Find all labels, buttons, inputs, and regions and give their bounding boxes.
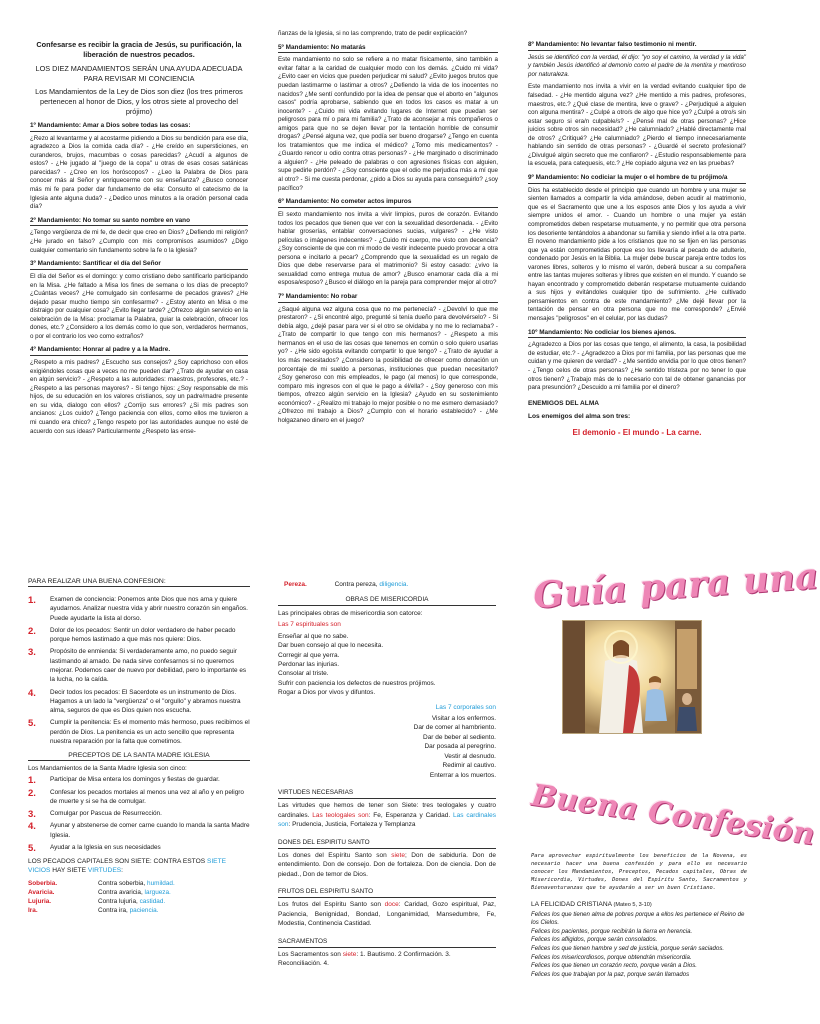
capital-sin: Ira. [28,907,38,915]
capital-sin: Lujuria. [28,898,52,906]
virtues-theol: : Fe, Esperanza y Caridad. [368,811,451,819]
virtues-card-label: Las cardinales son [278,811,496,829]
precept-text: Confesar los pecados mortales al menos una vez al año y en peligro de muerte y si se ha de comulgar. [50,788,244,805]
corporal-work: Dar posada al peregrino. [424,743,496,751]
precept-item [28,809,250,821]
beatitudes-title: LA FELICIDAD CRISTIANA [531,900,612,908]
capital-sins-title: LOS PECADOS CAPITALES SON SIETE: CONTRA ESTOS SIETE VICIOS HAY SIETE VIRTUDES: [28,858,227,875]
sacraments-count: siete [342,950,357,958]
pereza-virtue: diligencia. [379,581,409,588]
confession-step-item [28,626,250,645]
commandment-5-title: 5º Mandamiento: No matarás [278,44,498,54]
commandment-6-title: 6º Mandamiento: No cometer actos impuros [278,198,498,208]
commandment-8-text-b: Este mandamiento nos invita a vivir en la verdad evitando cualquier tipo de falsedad. - ¿He mentido alguna vez? ¿He mentido a mis padres, profesores, maestros, etc.? ¿Qué clase de mentira, leve o grave? - ¿Perjudiqué a alguien con alguna mentira? - ¿Culpé a otro/s de algo que hice yo? ¿Culpé a otro/s sin estar seguro si era/n culpable/s? - ¿Pensé mal de otras personas? ¿Hice juicios sobre otros sin necesidad? ¿He calumniado? ¿Hablé directamente mal de otros? ¿Critiqué? ¿He calumniado? ¿Pierdo el tiempo innecesariamente hablando sin sentido de otras personas? - ¿Guardé el secreto profesional? ¿Divulgué algún secreto que me confiaron? - ¿Estudio responsablemente para la escuela, para catequesis, etc.? ¿He copiado alguna vez en las pruebas? [528,83,746,168]
confession-step-number: 3. [28,647,36,659]
remedy-prefix: Contra ira, [98,907,128,915]
precept-item [28,843,250,852]
mercy-intro: Las principales obras de misericordia son catorce: [278,609,423,617]
confession-step-number: 4. [28,687,36,699]
commandment-10-text: ¿Agradezco a Dios por las cosas que tengo, el alimento, la casa, la posibilidad de estudiar, etc.? - ¿Agradezco a Dios por mi familia, por las personas que me cuidan y me quieren de verdad? - ¿Me sentido envidia por lo que otros tienen? - ¿Tengo celos de otras personas? ¿He sentido tristeza por no tener lo que otros tienen? ¿Trabajo más de lo necesario con tal de obtener ganancias por para presunción? ¿Descuido a mi familia por el dinero? [528,341,746,392]
precept-text: Ayunar y abstenerse de comer carne cuando lo manda la santa Madre Iglesia. [50,822,250,839]
remedy-virtue: largueza. [144,888,171,896]
precepts-intro: Los Mandamientos de la Santa Madre Iglesia son cinco: [28,765,187,773]
beatitude: Felices los que tienen hambre y sed de justicia, porque serán saciados. [531,945,725,953]
virtues-text [278,801,496,829]
column-2 [278,30,498,512]
commandment-9-title: 9º Mandamiento: No codiciar la mujer o el hombre de tu prójimo/a [528,174,746,184]
spiritual-work: Corregir al que yerra. [278,651,340,659]
capital-sin-remedy [98,888,250,897]
remedy-prefix: Contra soberbia, [98,879,146,887]
column-3 [528,36,746,512]
intro-text: Confesarse es recibir la gracia de Jesús, su purificación, la liberación de nuestros pecados. [36,40,242,59]
commandment-2-title: 2º Mandamiento: No tomar su santo nombre en vano [30,217,248,227]
precepts-list [28,775,250,852]
enemies-title: ENEMIGOS DEL ALMA [528,399,600,407]
beatitude: Felices los que trabajan por la paz, porque serán llamados [531,971,690,979]
commandment-2-text: ¿Tengo vergüenza de mi fe, de decir que creo en Dios? ¿Defiendo mi religión? ¿He jurado en falso? ¿Cumplo con mis compromisos asumidos? ¿Digo cualquier comentario sin fundamento sobre la fe o la Iglesia? [30,229,248,254]
beatitudes-heading [531,901,747,908]
fruits-count: doce [384,901,399,909]
precept-number: 4. [28,821,36,833]
beatitude: Felices los que tienen un corazón recto, porque verán a Dios. [531,962,697,970]
corporal-work: Redimir al cautivo. [442,762,496,770]
commandment-1-title: 1º Mandamiento: Amar a Dios sobre todas las cosas: [30,122,248,132]
remedy-prefix: Contra lujuria, [98,898,138,906]
spiritual-list [278,632,496,698]
confession-step-number: 5. [28,718,36,730]
commandment-3-text: El día del Señor es el domingo: y como cristiano debo santificarlo participando en la Misa. ¿He faltado a Misa los fines de semana o los días de precepto? ¿Cuántas veces? ¿He comulgado sin confesarme de pecados graves? ¿He dejado pasar mucho tiempo sin confesarme? - ¿Estoy atento en Misa o me distraigo por cualquier cosa? ¿Evito llegar tarde? ¿Ofrezco algún servicio en la celebración de la Misa: proclamar la Palabra, guiar la celebración, ofrecer los dones, etc.? ¿Considero a los demás como lo que son, verdaderos hermanos, o por el contrario los veo como extraños? [30,272,248,340]
capital-sin-remedy [98,897,250,906]
confession-step-number: 1. [28,595,36,606]
sacraments-text-a: Los Sacramentos son [278,950,341,958]
confession-step-text: Decir todos los pecados: El Sacerdote es un instrumento de Dios. Hagamos a un lado la "vergüenza" o el "orgullo" y abramos nuestra alma, seguros de que es Dios quien nos escucha. [50,688,241,715]
commandment-4-title: 4º Mandamiento: Honrar al padre y a la Madre. [30,346,248,356]
pereza-row [278,580,496,589]
corporal-work: Enterrar a los muertos. [429,771,496,779]
commandment-9-text: Dios ha establecido desde el principio que cuando un hombre y una mujer se sienten llamados a compartir la vida amándose, deben acudir al matrimonio, que es el Sacramento que une a los esposos ante Dios y los ayuda a vivir siempre unidos el amor. - Cuando un hombre o una mujer ya están comprometidos deben respetarse mutuamente, y no permitir que otra persona los desoriente tentándolos a abandonar su familia y siendo infiel a la otra parte. El noveno mandamiento pide a los cristianos que no se fijen en las personas que ya están comprometidas porque eso los llevaría al pecado de adulterio, condenado por Jesús en la Biblia. La mujer debe buscar pareja entre todos los varones libres, solteros y lo mismo el varón, deberá buscar a su compañera entre las tantas mujeres solteras y libres que existen en el mundo. Y cuando se hayan encontrado y comprometido deberán respetarse mutuamente cuidando a sus hijos y evitándoles cualquier tipo de sufrimiento. ¿He cultivado pensamientos en contra de este mandamiento? ¿Me dejé llevar por la tentación de pensar en otra persona que no me corresponde? ¿Envié mensajes "peligrosos" en el celular, por las dudas? [528,186,746,322]
corporal-work: Visitar a los enfermos. [431,715,496,723]
capital-sin-remedy [98,906,250,915]
precept-number: 1. [28,775,36,787]
pereza-pre: Contra pereza, [334,581,378,588]
precept-item [28,775,250,787]
spiritual-work: Enseñar al que no sabe. [278,632,349,640]
commandment-4-continued: ñanzas de la Iglesia, si no las comprendo, trato de pedir explicación? [278,30,468,37]
commandment-6-text: El sexto mandamiento nos invita a vivir limpios, puros de corazón. Evitando todos los pecados que tienen que ver con la sexualidad desordenada. - ¿Evito hablar groserías, entablar conversaciones sucias, vulgares? - ¿He visto películas o imágenes indecentes? - ¿Cuido mi cuerpo, me visto con decencia? ¿Soy consciente de que con mi modo de vestir indecente puedo provocar a otra persona e incitarlo a pecar? ¿Comprendo que la sexualidad es un regalo de Dios que debe reservarse para el matrimonio? Si estoy casado: ¿vivo la sexualidad como entrega mutua de amor? ¿Busco enamorar cada día a mi esposa/esposo? ¿Busco el diálogo en la pareja para comprender mejor al otro? [278,210,498,287]
mercy-title: OBRAS DE MISERICORDIA [278,595,496,605]
remedy-virtue: castidad. [139,898,166,906]
virtues-text-a: Las virtudes que hemos de tener son Siete: tres teologales y cuatro cardinales. [278,802,496,819]
pereza-sin: Pereza. [284,581,307,588]
commandment-5-text: Este mandamiento no solo se refiere a no matar físicamente, sino también a evitar faltar a la caridad de cualquier modo con los demás. ¿Cuido mi vida? ¿Evito caer en vicios que pueden perjudicar mi salud? ¿Evito juegos brutos que puedan lastimarme o lastimar a otros? ¿Defiendo la vida de los inocentes no nacidos? ¿Me sentí confundido por la idea de pensar que el aborto en "algunos casos" podría aprobarse, sabiendo que en todos los casos es matar a un inocente? - ¿Cuido mi vida evitando lugares de Internet que puedan ser peligrosos para mí o para mi familia? ¿Trato de aconsejar a mis compañeros o amigos para que no se dejen llevar por la tentación horrible de consumir drogas? ¿Pensé alguna vez, que podía ser bueno drogarse? ¿Tengo en cuenta los tratamientos que me indica el médico? ¿Tomo mis medicamentos? - ¿Guardo rencor u odio contra otras personas? - ¿He marginado o discriminado a alguien? - ¿He peleado de palabras o con agresiones físicas con alguien, supe pedirle perdón? - ¿Soy consciente que el odio me perjudica más a mí que al otro? - Si me cuesta perdonar, ¿pido a Dios su ayuda para conseguirlo? ¿soy pacífico? [278,56,498,192]
capital-sins-title-a: LOS PECADOS CAPITALES SON SIETE: CONTRA ESTOS [28,858,206,866]
beatitude: Felices los pacientes, porque recibirán la tierra en herencia. [531,927,693,935]
spiritual-work: Sufrir con paciencia los defectos de nuestros prójimos. [278,679,436,687]
cover-text [531,852,747,1024]
precept-text: Comulgar por Pascua de Resurrección. [50,810,162,818]
capital-sins-virtues: VIRTUDES [87,867,122,875]
capital-sins-vices: SIETE VICIOS [28,858,227,875]
capital-sin: Avaricia. [28,888,55,896]
commandment-7-title: 7º Mandamiento: No robar [278,293,498,303]
fruits-text-a: Los frutos del Espíritu Santo son [278,901,382,909]
precept-text: Ayudar a la Iglesia en sus necesidades [50,843,161,851]
precept-number: 3. [28,809,36,821]
corporal-work: Dar de comer al hambriento. [413,724,496,732]
confession-step-text: Propósito de enmienda: Si verdaderamente amo, no puedo seguir lastimando al amado. De nada sirve confesarnos si no queremos mejorar. Podemos caer de nuevo por debilidad, pero lo importante es la lucha, no la caída. [50,648,247,684]
gifts-title: DONES DEL ESPIRITU SANTO [278,838,496,849]
confession-step-text: Examen de conciencia: Ponernos ante Dios que nos ama y quiere ayudarnos. Analizar nuestra vida y abrir nuestro corazón sin engaños. Puede ayudarte la lista al dorso. [50,596,248,622]
virtues-theol-label: Las teologales son [312,811,369,819]
sacraments-text [278,950,496,969]
confession-step-text: Dolor de los pecados: Sentir un dolor verdadero de haber pecado porque hemos lastimado a que más nos quiere: Dios. [50,626,236,644]
virtues-title: VIRTUDES NECESARIAS [278,788,496,799]
beatitudes-list [531,911,747,980]
virtues-card: : Prudencia, Justicia, Fortaleza y Templanza [288,821,416,829]
middle-column [278,580,496,971]
corporal-work: Dar de beber al sediento. [423,733,496,741]
confession-step-number: 2. [28,625,36,637]
remedy-prefix: Contra avaricia, [98,888,143,896]
corporal-list [278,714,496,780]
commandment-7-text: ¿Saqué alguna vez alguna cosa que no me pertenecía? - ¿Devolví lo que me prestaron? - ¿Si encontré algo, pregunté si tenía dueño para devolvérselo? - Si debía algo, ¿dejé pasar para ver si el otro se olvidaba y no me lo reclamaba? - ¿Trato de compartir lo que tengo con mis hermanos? - ¿Respeto a mis hermanos en el uso de las cosas que tenemos en común o solo quiero usarlas yo? - ¿He sido egoísta evitando compartir lo que tengo? - ¿Trato de ayudar a los más necesitados? ¿Considero la posibilidad de ofrecer como donación un porcentaje de mi sueldo a personas, instituciones que puedan necesitarlo? ¿Soy generoso con mis empleados, le pago (al menos) lo que corresponde, comparo mis ingresos con el que le pago a él/ella? - ¿Soy generoso con mis tiempos, ofrezco algún servicio en la Iglesia? ¿Ayudo en su sostenimiento económico? - ¿Realizo mi trabajo lo mejor posible o no me esmero demasiado? ¿Ofrezco mi trabajo a Dios? ¿Cumplo con el horario establecido? - ¿Me holgazaneo dinero en el juego? [278,305,498,424]
spiritual-title: Las 7 espirituales son [278,621,341,629]
precept-item [28,788,250,807]
precept-number: 5. [28,842,36,854]
fruits-text-b: : Caridad, Gozo espiritual, Paz, Paciencia, Benignidad, Bondad, Longanimidad, Mansedumbre, Fe, Modestia, Continencia Castidad. [278,901,496,928]
cover-intro: Para aprovechar espiritualmente los beneficios de la Novena, es necesario hacer una buena confesión y para ello es necesario conocer los Mandamientos, Preceptos, Pecados capitales, Obras de Misericordia, Virtudes, Dones del Espíritu Santo, Sacramentos y Bienaventuranzas que te ayudarán a ser un buen Cristiano. [531,853,747,892]
confession-step-item [28,647,250,684]
confession-step-item [28,688,250,716]
beatitudes-ref: (Mateo 5, 3-10) [613,901,652,908]
precepts-title: PRECEPTOS DE LA SANTA MADRE IGLESIA [28,752,250,761]
capital-sins-title-c: HAY SIETE [52,867,87,875]
commandment-8-text-a: Jesús se identificó con la verdad, él dijo: "yo soy el camino, la verdad y la vida" y también Jesús identificó al demonio como el padre de la mentira y mentiroso por naturaleza. [528,53,746,78]
corporal-title: Las 7 corporales son [435,703,496,711]
spiritual-work: Dar buen consejo al que lo necesita. [278,642,384,650]
confession-title: PARA REALIZAR UNA BUENA CONFESION: [28,578,250,587]
confession-steps [28,595,250,746]
capital-sin-remedy [98,879,250,888]
ten-commandments-heading: LOS DIEZ MANDAMIENTOS SERÁN UNA AYUDA ADECUADA PARA REVISAR MI CONCIENCIA [35,63,243,83]
cover-title-top: Guía para una [532,555,820,617]
precept-text: Participar de Misa entera los domingos y fiestas de guardar. [50,776,220,784]
confession-step-text: Cumplir la penitencia: Es el momento más hermoso, pues recibimos el perdón de Dios. La penitencia es un acto sencillo que representa nuestra reparación por la falta que cometimos. [50,719,250,745]
fruits-text [278,900,496,928]
commandment-3-title: 3º Mandamiento: Santificar el día del Señor [30,260,248,270]
commandment-10-title: 10º Mandamiento: No codiciar los bienes ajenos. [528,329,746,339]
enemies-intro: Los enemigos del alma son tres: [528,412,631,420]
confession-step-item [28,595,250,623]
corporal-work: Vestir al desnudo. [444,752,496,760]
column-1 [30,40,248,512]
cover-image [562,620,702,734]
sacraments-text-b: : 1. Bautismo. 2 Confirmación. 3. Reconciliación. 4. [278,950,451,968]
confession-illustration [563,621,701,733]
remedy-virtue: humildad. [147,879,175,887]
fruits-title: FRUTOS DEL ESPIRITU SANTO [278,887,496,898]
spiritual-work: Rogar a Dios por vivos y difuntos. [278,689,376,697]
gifts-count: siete [391,851,405,859]
remedy-virtue: paciencia. [129,907,159,915]
precept-item [28,821,250,840]
enemies-list: El demonio - El mundo - La carne. [572,427,702,437]
law-intro: Los Mandamientos de la Ley de Dios son diez (los tres primeros pertenecen al honor de Dios, y los otros siete al provecho del prójimo) [35,87,243,117]
precept-number: 2. [28,787,36,799]
commandment-4-text: ¿Respeto a mis padres? ¿Escucho sus consejos? ¿Soy caprichoso con ellos exigiéndoles cosas que a veces no me pueden dar? ¿Trato de ayudar en casa en algún servicio? - ¿Respeto a las autoridades: maestros, profesores, etc.? - ¿Respeto a las personas mayores? - Si tengo hijos: ¿Soy responsable de mis hijos, de su educación en los valores cristianos, soy un padre/madre presente en su vida, dialogo con ellos? ¿Corrijo sus errores? ¿Si mis padres son ancianos: ¿Los cuido? ¿Tengo paciencia con ellos, como ellos me tuvieron a mi cuando era chico? ¿Tengo respeto por las autoridades aunque no esté de acuerdo con sus ideas? Particularmente ¿Respeto las ense- [30,359,248,435]
beatitude: Felices los afligidos, porque serán consolados. [531,936,658,944]
gifts-text-a: Los dones del Espíritu Santo son [278,851,387,859]
spiritual-work: Consolar al triste. [278,670,329,678]
beatitude: Felices los misericordiosos, porque obtendrán misericordia. [531,953,692,961]
capital-sins-table [28,879,250,916]
beatitude: Felices los que tienen alma de pobres porque a ellos les pertenece el Reino de los Cielos. [531,910,745,927]
gifts-text-b: ; Don de sabiduría. Don de entendimiento. Don de consejo. Don de fortaleza. Don de ciencia. Don de piedad., Don de temor de Dios. [278,851,496,878]
spiritual-work: Perdonar las injurias. [278,660,340,668]
sacraments-title: SACRAMENTOS [278,937,496,948]
confession-step-item [28,718,250,746]
gifts-text [278,851,496,879]
capital-sin: Soberbia. [28,879,58,887]
confession-column [28,578,250,1024]
commandment-8-title: 8º Mandamiento: No levantar falso testimonio ni mentir. [528,41,746,51]
cover-title-bottom: Buena Confesión [529,778,817,853]
commandment-1-text: ¿Rezo al levantarme y al acostarme pidiendo a Dios su bendición para ese día, agradezco a Dios la comida cada día? - ¿He creído en supersticiones, en curanderos, brujos, macumbas o cosas parecidas? ¿Acudí a algunos de estos? - ¿He jugado al "juego de la copa" u otras de esas cosas satánicas parecidas? - ¿Creo en los horóscopos? - ¿Leo la Palabra de Dios para conocer más al Señor y enriquecerme con su enseñanza? ¿Busco conocer más mi fe para poder dar fundamento de ella: Consulto el catecismo de la Iglesia ante alguna duda? - ¿Dedico unos minutos a la oración personal cada día? [30,134,248,211]
